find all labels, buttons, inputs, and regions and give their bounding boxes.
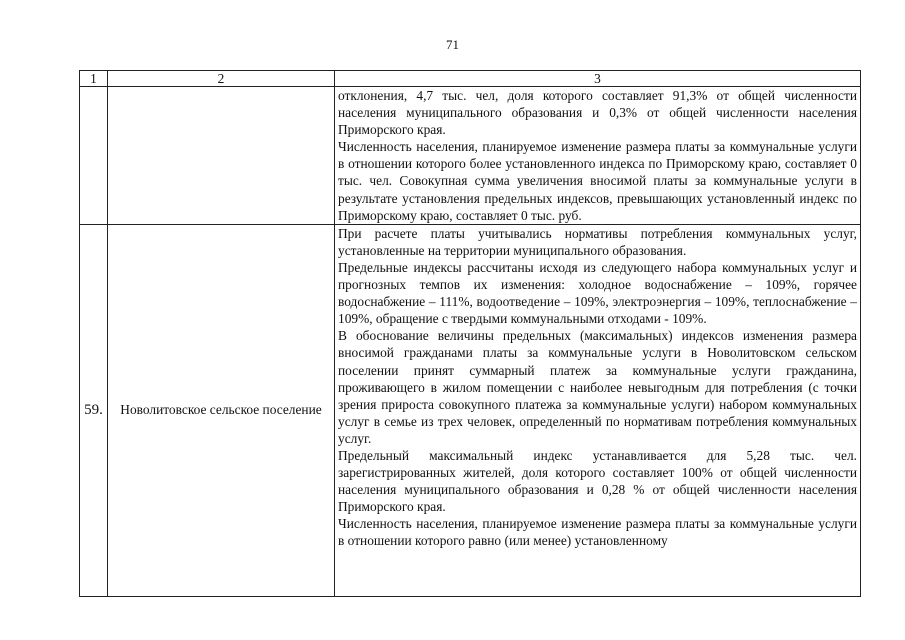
paragraph: Предельный максимальный индекс устанавливается для 5,28 тыс. чел. зарегистрированных жителей, доля которого составляет 100% от общей численности населения муниципального образования и 0,28 % от общей численности населения Приморского края. (338, 447, 857, 515)
municipality-name (108, 87, 335, 225)
header-col-3: 3 (335, 71, 861, 87)
header-col-2: 2 (108, 71, 335, 87)
description-cell (335, 224, 861, 596)
row-number: 59. (80, 224, 108, 596)
paragraph: отклонения, 4,7 тыс. чел, доля которого составляет 91,3% от общей численности населения муниципального образования и 0,3% от общей численности населения Приморского края. (338, 88, 857, 138)
paragraph: Численность населения, планируемое изменение размера платы за коммунальные услуги в отношении которого равно (или менее) установленному (338, 516, 857, 549)
document-table (79, 70, 861, 597)
paragraph: Численность населения, планируемое изменение размера платы за коммунальные услуги в отношении которого более установленного индекса по Приморскому краю, составляет 0 тыс. чел. Совокупная сумма увеличения вносимой платы за коммунальные услуги в результате установления предельных индексов, превышающих установленный индекс по Приморскому краю, составляет 0 тыс. руб. (338, 139, 857, 223)
municipality-name: Новолитовское сельское поселение (108, 224, 335, 596)
header-row (80, 71, 861, 87)
page-number: 71 (446, 37, 459, 52)
description-cell (335, 87, 861, 225)
table-row (80, 87, 861, 225)
paragraph: В обоснование величины предельных (максимальных) индексов изменения размера вносимой гражданами платы за коммунальные услуги в Новолитовском сельском поселении принят суммарный платеж за коммунальные услуги гражданина, проживающего в жилом помещении с наиболее невыгодным для потребления (с точки зрения прироста совокупного платежа за коммунальные услуги) набором коммунальных услуг в семье из трех человек, определенный по нормативам потребления коммунальных услуг. (338, 328, 857, 446)
paragraph: При расчете платы учитывались нормативы потребления коммунальных услуг, установленные на территории муниципального образования. (338, 225, 857, 258)
paragraph: Предельные индексы рассчитаны исходя из следующего набора коммунальных услуг и прогнозных темпов их изменения: холодное водоснабжение – 109%, горячее водоснабжение – 111%, водоотведение – 109%, электроэнергия – 109%, теплоснабжение – 109%, обращение с твердыми коммунальными отходами - 109%. (338, 259, 857, 327)
header-col-1: 1 (80, 71, 108, 87)
row-number (80, 87, 108, 225)
table-row (80, 224, 861, 596)
